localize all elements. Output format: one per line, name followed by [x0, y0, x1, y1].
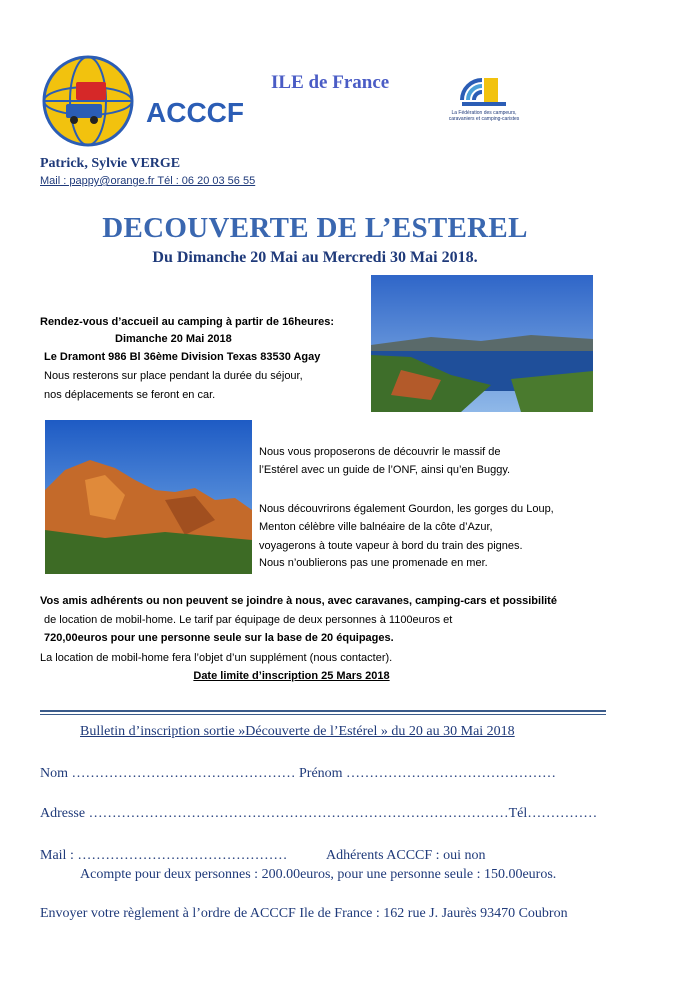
ffcc-logo [432, 60, 537, 124]
event-subtitle: Du Dimanche 20 Mai au Mercredi 30 Mai 2018. [152, 249, 478, 266]
adherents-choice[interactable]: Adhérents ACCCF : oui non [326, 848, 486, 863]
event-title: DECOUVERTE DE L’ESTEREL [102, 212, 528, 244]
region-label: ILE de France [271, 72, 390, 93]
mail-field[interactable]: Mail : ……………………………………… [40, 848, 288, 863]
esterel-rocks-photo [45, 420, 252, 574]
contact-link[interactable]: Mail : pappy@orange.fr Tél : 06 20 03 56 55 [40, 175, 256, 187]
adresse-tel-field[interactable]: Adresse ………………………………………………………………………………Tél…………… [40, 806, 598, 821]
program-line-3: Nous découvrirons également Gourdon, les gorges du Loup, [259, 503, 554, 515]
pricing-line-3: 720,00euros pour une personne seule sur la base de 20 équipages. [44, 632, 394, 644]
organizers-name: Patrick, Sylvie VERGE [40, 156, 181, 171]
rendezvous-stay: Nous resterons sur place pendant la durée du séjour, [44, 370, 303, 382]
acccf-logo [40, 52, 255, 150]
rendezvous-line: Rendez-vous d’accueil au camping à partir de 16heures: [40, 316, 335, 328]
form-title: Bulletin d’inscription sortie »Découverte de l’Estérel » du 20 au 30 Mai 2018 [80, 724, 515, 739]
pricing-line-2: de location de mobil-home. Le tarif par équipage de deux personnes à 1100euros et [44, 614, 453, 626]
program-line-1: Nous vous proposerons de découvrir le massif de [259, 446, 501, 458]
esterel-bay-photo [371, 275, 593, 412]
rendezvous-travel: nos déplacements se feront en car. [44, 389, 216, 401]
program-line-2: l’Estérel avec un guide de l’ONF, ainsi qu’en Buggy. [259, 464, 511, 476]
divider [40, 710, 606, 712]
registration-deadline: Date limite d’inscription 25 Mars 2018 [193, 670, 390, 682]
pricing-line-4: La location de mobil-home fera l’objet d’un supplément (nous contacter). [40, 652, 393, 664]
nom-prenom-field[interactable]: Nom ………………………………………… Prénom ……………………………………… [40, 766, 557, 781]
divider [40, 714, 606, 715]
deposit-info: Acompte pour deux personnes : 200.00euros, pour une personne seule : 150.00euros. [80, 867, 557, 882]
payment-address: Envoyer votre règlement à l’ordre de ACCCF Ile de France : 162 rue J. Jaurès 93470 Coubron [40, 906, 568, 921]
program-line-6: Nous n’oublierons pas une promenade en mer. [259, 557, 488, 569]
program-line-4: Menton célèbre ville balnéaire de la côte d’Azur, [259, 521, 493, 533]
rendezvous-date: Dimanche 20 Mai 2018 [115, 333, 232, 345]
svg-text:caravaniers et camping-cariste: caravaniers et camping-caristes [448, 116, 520, 122]
acccf-logo-text: ACCCF [146, 97, 244, 128]
program-line-5: voyagerons à toute vapeur à bord du train des pignes. [259, 540, 523, 552]
pricing-line-1: Vos amis adhérents ou non peuvent se joindre à nous, avec caravanes, camping-cars et possibilité [40, 595, 557, 607]
svg-text:La Fédération des campeurs,: La Fédération des campeurs, [451, 110, 517, 116]
rendezvous-address: Le Dramont 986 Bl 36ème Division Texas 83530 Agay [44, 351, 321, 363]
